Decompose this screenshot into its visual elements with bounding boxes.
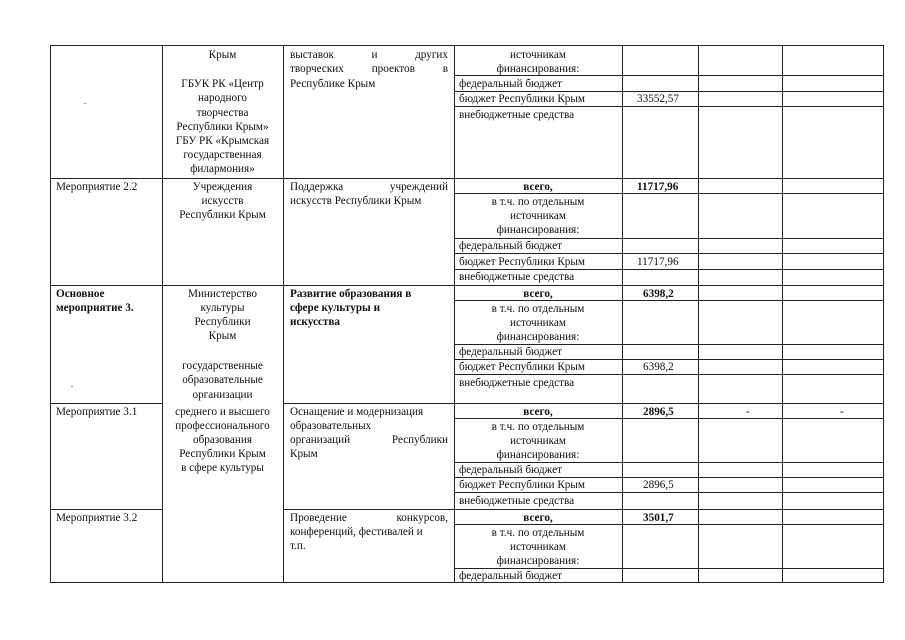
row-separator	[50, 403, 162, 404]
measure-name-line: образовательных	[290, 420, 372, 432]
executor-line: Республики Крым	[179, 448, 266, 460]
measure-name-line: Крым	[290, 448, 318, 460]
measure-label: Мероприятие 3.1	[56, 406, 138, 418]
executor-line: профессионального	[175, 420, 270, 432]
executor-line: государственная	[183, 149, 262, 161]
executor-line: Республики Крым	[179, 209, 266, 221]
funding-source: федеральный бюджет	[459, 464, 562, 476]
table-col-divider	[782, 45, 783, 583]
measure-name-line: т.п.	[290, 540, 306, 552]
scan-speck	[71, 386, 73, 387]
funding-source: бюджет Республики Крым	[459, 256, 585, 268]
measure-label: Мероприятие 2.2	[56, 181, 138, 193]
measure-name-line: Проведение конкурсов,	[290, 512, 448, 524]
total-label: всего,	[523, 181, 553, 193]
executor-line: Крым	[208, 49, 237, 61]
funding-value: 33552,57	[637, 93, 679, 105]
table-border-left	[50, 45, 51, 583]
total-label: всего,	[523, 288, 553, 300]
funding-source: бюджет Республики Крым	[459, 361, 585, 373]
total-value: 3501,7	[643, 512, 674, 524]
measure-name-line: искусств Республики Крым	[290, 195, 422, 207]
main-measure-label: мероприятие 3.	[56, 302, 134, 314]
measure-name-line: Республике Крым	[290, 78, 376, 90]
main-measure-label: Основное	[56, 288, 105, 300]
funding-source: внебюджетные средства	[459, 271, 575, 283]
funding-source: источникам	[510, 435, 566, 447]
row-separator	[283, 509, 884, 510]
funding-source: внебюджетные средства	[459, 377, 575, 389]
measure-label: Мероприятие 3.2	[56, 512, 138, 524]
table-col-divider	[698, 45, 699, 583]
funding-source: в т.ч. по отдельным	[491, 196, 585, 208]
funding-source: финансирования:	[496, 224, 580, 236]
executor-line: Учреждения	[192, 181, 253, 193]
funding-source: источникам	[510, 49, 566, 61]
funding-source: внебюджетные средства	[459, 109, 575, 121]
row-separator	[283, 403, 884, 404]
funding-source: источникам	[510, 210, 566, 222]
executor-line: организации	[192, 389, 253, 401]
total-value: 6398,2	[643, 288, 674, 300]
executor-line: среднего и высшего	[175, 406, 270, 418]
measure-name-line: Развитие образования в	[290, 288, 412, 300]
measure-name-line: организаций Республики	[290, 434, 448, 446]
executor-line: культуры	[200, 302, 245, 314]
executor-line: в сфере культуры	[181, 462, 264, 474]
executor-line: народного	[198, 92, 247, 104]
funding-source: финансирования:	[496, 63, 580, 75]
executor-line: образования	[192, 434, 252, 446]
funding-source: бюджет Республики Крым	[459, 93, 585, 105]
executor-line: ГБУК РК «Центр	[181, 78, 264, 90]
funding-source: источникам	[510, 317, 566, 329]
row-separator	[50, 178, 884, 179]
funding-source: в т.ч. по отдельным	[491, 303, 585, 315]
funding-source: бюджет Республики Крым	[459, 479, 585, 491]
executor-line: Крым	[208, 330, 237, 342]
executor-line: искусств	[201, 195, 244, 207]
funding-source: федеральный бюджет	[459, 570, 562, 582]
total-label: всего,	[523, 512, 553, 524]
measure-name-line: Оснащение и модернизация	[290, 406, 424, 418]
executor-line: государственные	[182, 360, 263, 372]
table-border-right	[883, 45, 884, 583]
row-separator	[50, 285, 884, 286]
row-separator	[50, 509, 162, 510]
executor-line: Министерство	[188, 288, 257, 300]
funding-source: финансирования:	[496, 555, 580, 567]
funding-source: финансирования:	[496, 449, 580, 461]
measure-name-line: сфере культуры и	[290, 302, 381, 314]
executor-line: Республики	[194, 316, 251, 328]
measure-name-line: искусства	[290, 316, 341, 328]
dash-value: -	[840, 406, 844, 418]
funding-source: федеральный бюджет	[459, 78, 562, 90]
funding-source: федеральный бюджет	[459, 346, 562, 358]
funding-source: в т.ч. по отдельным	[491, 421, 585, 433]
dash-value: -	[746, 406, 750, 418]
funding-source: в т.ч. по отдельным	[491, 527, 585, 539]
funding-value: 11717,96	[637, 256, 679, 268]
executor-line: филармония»	[190, 163, 255, 175]
table-border-top	[50, 45, 884, 46]
measure-name-line: конференций, фестивалей и	[290, 526, 423, 538]
funding-source: источникам	[510, 541, 566, 553]
total-label: всего,	[523, 406, 553, 418]
table-col-divider	[622, 45, 623, 583]
funding-value: 2896,5	[643, 479, 674, 491]
executor-line: Республики Крым»	[176, 121, 269, 133]
measure-name-line: творческих проектов в	[290, 63, 448, 75]
executor-line: творчества	[196, 107, 249, 119]
funding-source: внебюджетные средства	[459, 495, 575, 507]
executor-line: образовательные	[182, 374, 263, 386]
total-value: 11717,96	[637, 181, 679, 193]
total-value: 2896,5	[643, 406, 674, 418]
executor-line: ГБУ РК «Крымская	[175, 135, 270, 147]
measure-name-line: Поддержка учреждений	[290, 181, 448, 193]
funding-source: федеральный бюджет	[459, 240, 562, 252]
measure-name-line: выставок и других	[290, 49, 448, 61]
funding-value: 6398,2	[643, 361, 674, 373]
table-col-divider	[283, 45, 284, 583]
scan-speck	[84, 103, 86, 104]
funding-source: финансирования:	[496, 331, 580, 343]
